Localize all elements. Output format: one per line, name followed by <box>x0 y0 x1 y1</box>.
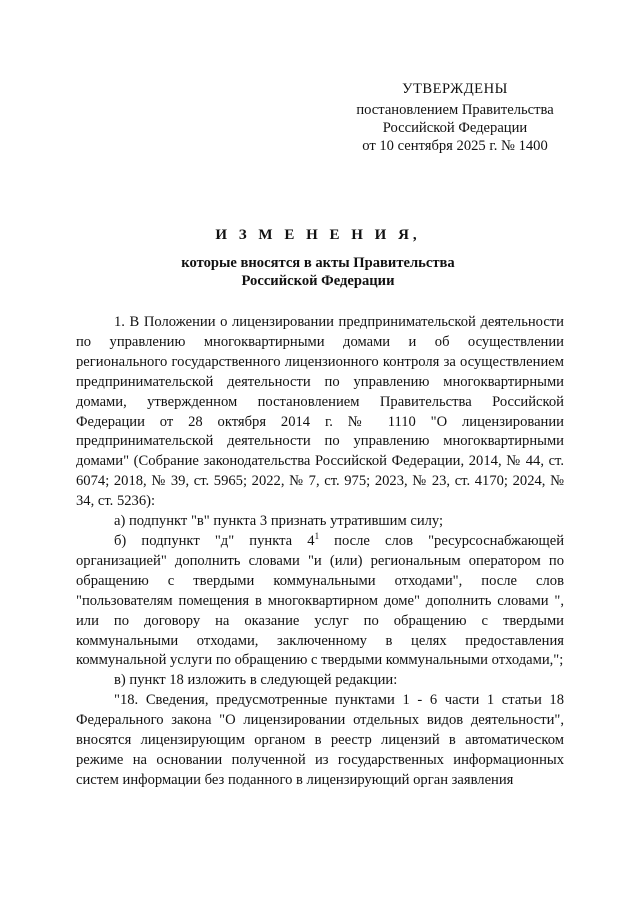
paragraph-5: "18. Сведения, предусмотренные пунктами 1 - 6 части 1 статьи 18 Федерального закона "О лицензировании отдельных видов деятельности", вносятся лицензирующим органом в реестр лицензий в автоматическом режиме на основании полученной из государственных информационных систем информации без поданного в лицензирующий орган заявления <box>76 692 564 788</box>
paragraph-1: 1. В Положении о лицензировании предпринимательской деятельности по управлению многоквартирными домами и об осуществлении регионального государственного лицензионного контроля за осуществлением предпринимательской деятельности по управлению многоквартирными домами, утвержденном постановлением Правительства Российской Федерации от 28 октября 2014 г. № 1110 "О лицензировании предпринимательской деятельности по управлению многоквартирными домами" (Собрание законодательства Российской Федерации, 2014, № 44, ст. 6074; 2018, № 39, ст. 5965; 2022, № 7, ст. 975; 2023, № 23, ст. 4170; 2024, № 34, ст. 5236): <box>76 314 564 510</box>
document-body <box>76 313 564 791</box>
approval-line-2: Российской Федерации <box>382 120 528 136</box>
approval-line-1: постановлением Правительства <box>356 102 554 118</box>
paragraph-3-start: б) подпункт "д" пункта 4 <box>114 532 315 549</box>
document-subtitle-line-2: Российской Федерации <box>241 273 395 289</box>
document-subtitle-line-1: которые вносятся в акты Правительства <box>181 255 455 271</box>
superscript-1: 1 <box>314 531 320 542</box>
document-heading <box>72 226 564 290</box>
approval-title: УТВЕРЖДЕНЫ <box>402 81 508 97</box>
paragraph-2: а) подпункт "в" пункта 3 признать утратившим силу; <box>114 513 444 530</box>
paragraph-3 <box>76 532 564 671</box>
approval-line-3: от 10 сентября 2025 г. № 1400 <box>362 138 548 154</box>
document-title: И З М Е Н Е Н И Я, <box>215 227 421 243</box>
paragraph-3-rest: после слов "ресурсоснабжающей организацией" дополнить словами "и (или) региональным оператором по обращению с твердыми коммунальными отходами", после слов "пользователям помещения в многоквартирном доме" дополнить словами ", или по договору на оказание услуг по обращению с твердыми коммунальными отходами, заключенному в целях предоставления коммунальной услуги по обращению с твердыми коммунальными отходами,"; <box>76 532 565 669</box>
approval-block <box>340 80 570 155</box>
paragraph-4: в) пункт 18 изложить в следующей редакции: <box>114 672 398 689</box>
